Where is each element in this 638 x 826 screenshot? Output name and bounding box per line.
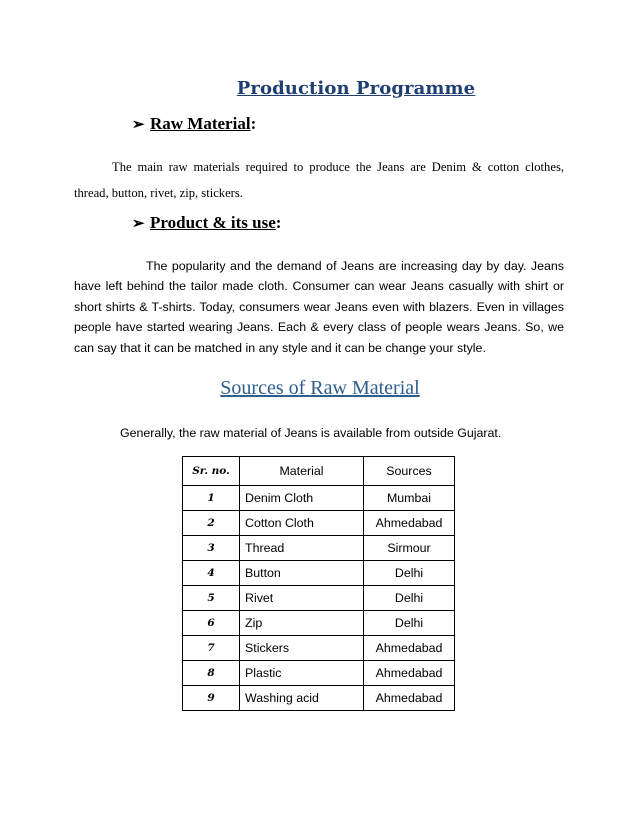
header-sr-no: Sr. no. <box>183 457 240 486</box>
cell-source: Ahmedabad <box>364 686 455 711</box>
cell-material: Stickers <box>240 636 364 661</box>
cell-source: Ahmedabad <box>364 661 455 686</box>
product-use-paragraph: The popularity and the demand of Jeans are increasing day by day. Jeans have left behind the tailor made cloth. Consumer can wear Jeans casually with shirt or short shirts & T-shirts. Today, consumers wear Jeans even with blazers. Even in villages people have started wearing Jeans. Each & every class of people wears Jeans. So, we can say that it can be matched in any style and it can be change your style. <box>74 259 564 355</box>
sources-intro: Generally, the raw material of Jeans is available from outside Gujarat. <box>120 426 502 440</box>
cell-source: Delhi <box>364 586 455 611</box>
cell-sr-no: 6 <box>183 611 240 636</box>
raw-material-paragraph: The main raw materials required to produce the Jeans are Denim & cotton clothes, thread, button, rivet, zip, stickers. <box>74 160 564 200</box>
cell-material: Washing acid <box>240 686 364 711</box>
table-row <box>183 661 455 686</box>
cell-source: Ahmedabad <box>364 636 455 661</box>
table-row <box>183 636 455 661</box>
table-row <box>183 536 455 561</box>
header-sources: Sources <box>364 457 455 486</box>
table-row <box>183 611 455 636</box>
table-row <box>183 486 455 511</box>
sources-title: Sources of Raw Material <box>220 377 420 399</box>
cell-material: Cotton Cloth <box>240 511 364 536</box>
cell-source: Delhi <box>364 561 455 586</box>
cell-source: Delhi <box>364 611 455 636</box>
cell-sr-no: 7 <box>183 636 240 661</box>
cell-sr-no: 4 <box>183 561 240 586</box>
product-use-heading <box>132 213 281 233</box>
cell-sr-no: 9 <box>183 686 240 711</box>
cell-material: Zip <box>240 611 364 636</box>
cell-material: Denim Cloth <box>240 486 364 511</box>
product-use-heading-colon: : <box>275 213 282 232</box>
cell-sr-no: 1 <box>183 486 240 511</box>
raw-material-heading-text: Raw Material <box>150 114 251 133</box>
raw-material-heading-colon: : <box>250 114 257 133</box>
cell-source: Mumbai <box>364 486 455 511</box>
table-row <box>183 586 455 611</box>
cell-material: Button <box>240 561 364 586</box>
sources-table <box>182 456 455 711</box>
header-material: Material <box>240 457 364 486</box>
cell-sr-no: 3 <box>183 536 240 561</box>
table-row <box>183 686 455 711</box>
raw-material-heading <box>132 114 256 134</box>
cell-material: Thread <box>240 536 364 561</box>
table-row <box>183 561 455 586</box>
page-title: Production Programme <box>236 78 476 99</box>
arrow-bullet-icon: ➢ <box>132 216 145 232</box>
cell-source: Ahmedabad <box>364 511 455 536</box>
cell-sr-no: 8 <box>183 661 240 686</box>
cell-sr-no: 5 <box>183 586 240 611</box>
arrow-bullet-icon: ➢ <box>132 117 145 133</box>
table-row <box>183 511 455 536</box>
cell-material: Rivet <box>240 586 364 611</box>
table-header-row <box>183 457 455 486</box>
cell-source: Sirmour <box>364 536 455 561</box>
cell-sr-no: 2 <box>183 511 240 536</box>
product-use-heading-text: Product & its use <box>150 213 276 232</box>
cell-material: Plastic <box>240 661 364 686</box>
